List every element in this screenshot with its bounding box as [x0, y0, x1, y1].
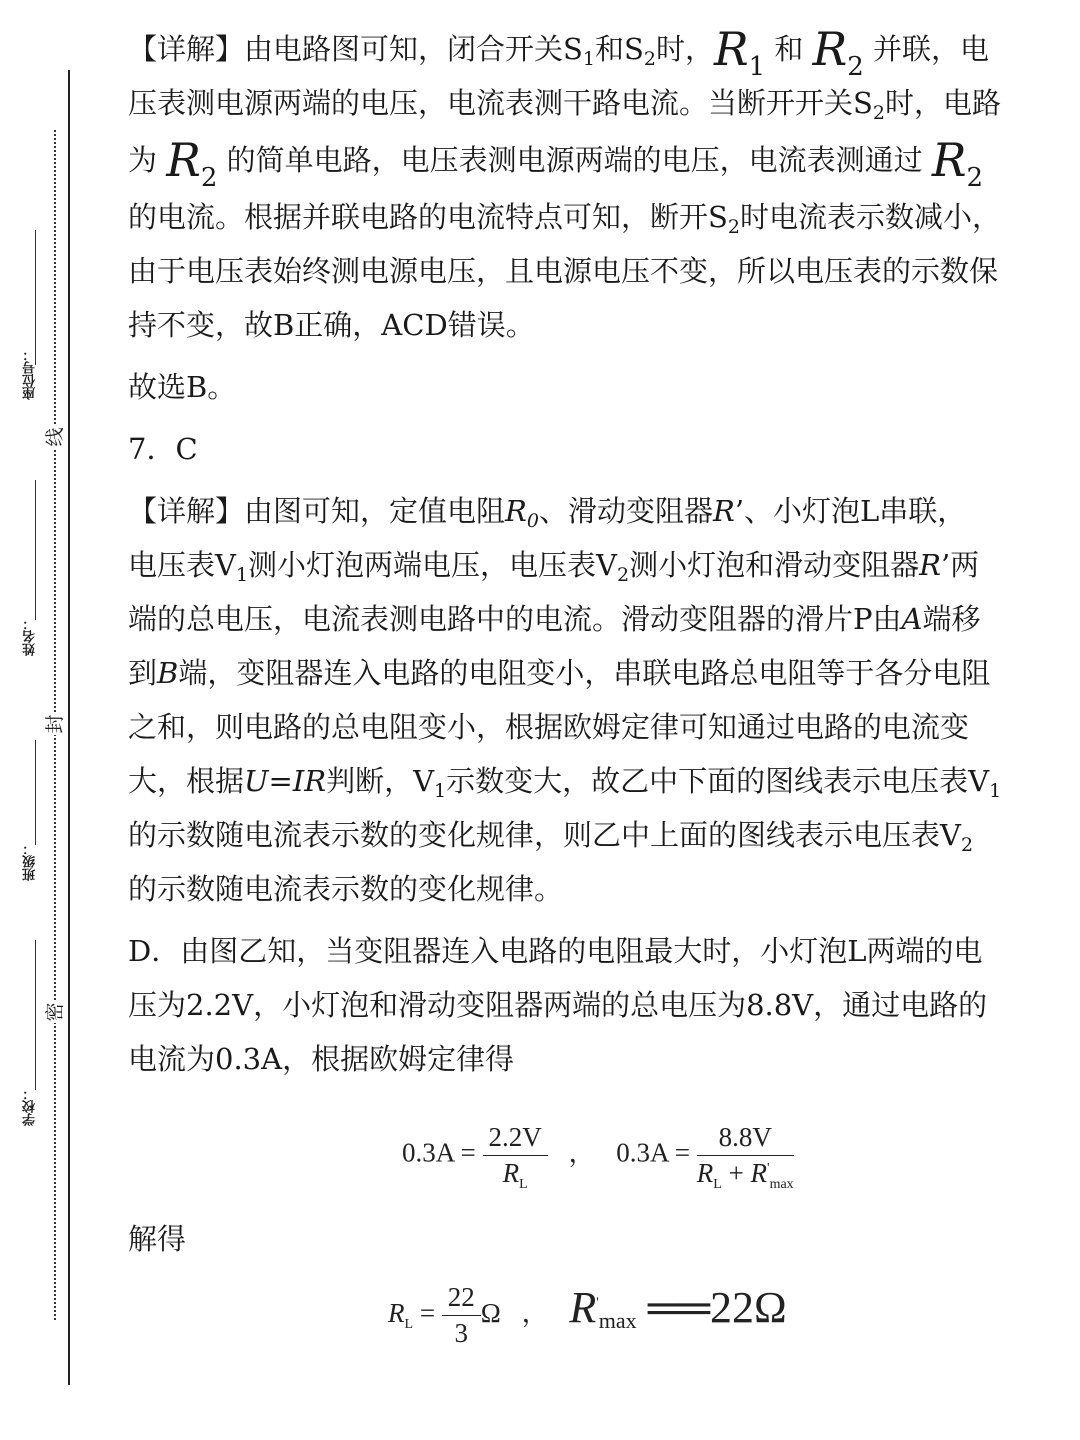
seal-char-mi: 密 [44, 1002, 66, 1022]
para1-line3: 为 $R_2$ 的简单电路，电压表测电源两端的电压，电流表测通过 $R_2$ [128, 133, 984, 193]
ohms-law-formula-1: 0.3A = $\frac{2.2V}{R_L}$ ， 0.3A = $\frac{8.8V}{R_L + R'_{max}}$ [402, 1122, 794, 1192]
name-field [0, 617, 60, 656]
binding-line [68, 70, 70, 1385]
resistor-r2-inline-2: $R_2$ [931, 133, 984, 193]
resistor-r2-inline: $R_2$ [166, 133, 218, 193]
name-blank[interactable] [35, 480, 37, 620]
answer-content [128, 22, 1058, 1086]
seal-char-xian: 线 [44, 427, 66, 447]
para1-line2: 压表测电源两端的电压，电流表测干路电流。当断开开关$S_2$时，电路 [128, 86, 1001, 124]
choose-answer: 故选B。 [128, 370, 237, 404]
class-field [0, 842, 60, 881]
school-blank[interactable] [35, 940, 37, 1090]
name-label: 姓名： [23, 617, 38, 656]
para3-line2: 压为2.2V，小灯泡和滑动变阻器两端的总电压为8.8V，通过电路的 [128, 988, 988, 1022]
para1-line4: 的电流。根据并联电路的电流特点可知，断开$S_2$时电流表示数减小， [128, 200, 1001, 238]
para1-line1: 【详解】由电路图可知，闭合开关$S_1$和$S_2$时，$R_1$ 和 $R_2$ 并联，电 [128, 22, 989, 82]
school-field [0, 1087, 60, 1126]
fraction-1: $\frac{2.2V}{R_L}$ [483, 1122, 548, 1189]
para2-line8: 的示数随电流表示数的变化规律。 [128, 872, 564, 906]
para2-line3: 端的总电压，电流表测电路中的电流。滑动变阻器的滑片P由A端移 [128, 602, 981, 636]
fraction-2: $\frac{8.8V}{R_L + R'_{max}}$ [696, 1122, 794, 1192]
resistor-r1: $R_1$ [713, 22, 766, 82]
seat-number-label: 座位号： [23, 348, 38, 400]
para2-line5: 之和，则电路的总电阻变小，根据欧姆定律可知通过电路的电流变 [128, 710, 970, 744]
resistor-r2: $R_2$ [812, 22, 864, 82]
class-blank[interactable] [35, 740, 37, 845]
para2-line1: 【详解】由图可知，定值电阻$R_0$、滑动变阻器R’、小灯泡L串联， [128, 494, 967, 532]
solve-label: 解得 [128, 1222, 187, 1256]
para1-line5: 由于电压表始终测电源电压，且电源电压不变，所以电压表的示数保 [128, 254, 999, 288]
class-label: 班级： [23, 842, 38, 881]
para2-line2: 电压表$V_1$测小灯泡两端电压，电压表$V_2$测小灯泡和滑动变阻器R’两 [128, 548, 980, 586]
result-formula: $R_L$ = $\frac{22}{3}$ Ω ， $R'_{max}$ ══22Ω [388, 1282, 787, 1349]
para2-line7: 的示数随电流表示数的变化规律，则乙中上面的图线表示电压表$V_2$ [128, 818, 974, 856]
para1-line6: 持不变，故B正确，ACD错误。 [128, 308, 535, 342]
para3-line3: 电流为0.3A，根据欧姆定律得 [128, 1042, 515, 1076]
school-label: 学校： [23, 1087, 38, 1126]
para2-line4: 到B端，变阻器连入电路的电阻变小，串联电路总电阻等于各分电阻 [128, 656, 991, 690]
seat-number-blank[interactable] [35, 230, 37, 365]
seat-number-field [0, 348, 60, 400]
seal-char-feng: 封 [44, 714, 66, 734]
fraction-result: $\frac{22}{3}$ [442, 1282, 481, 1349]
para3-line1: D．由图乙知，当变阻器连入电路的电阻最大时，小灯泡L两端的电 [128, 934, 983, 968]
question-7-answer: 7．C [128, 432, 198, 466]
para2-line6: 大，根据U=IR判断，$V_1$示数变大，故乙中下面的图线表示电压表$V_1$ [128, 764, 1002, 802]
